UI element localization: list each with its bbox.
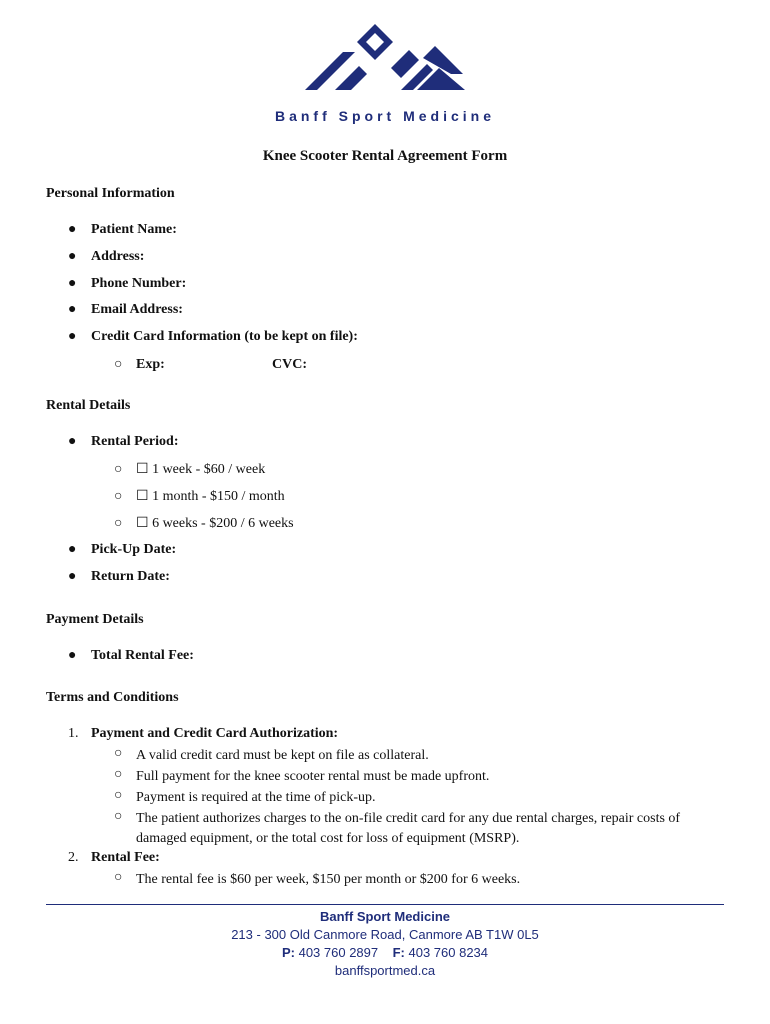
term-1-point: ○ Payment is required at the time of pick-up.: [114, 788, 376, 805]
logo-wordmark: Banff Sport Medicine: [274, 108, 495, 124]
personal-info-heading: Personal Information: [46, 186, 175, 201]
return-date-field: ● Return Date:: [68, 569, 170, 584]
payment-details-heading: Payment Details: [46, 612, 144, 627]
footer-name: Banff Sport Medicine: [319, 909, 450, 924]
rental-option-1-month: ○ ☐ 1 month - $150 / month: [114, 489, 285, 504]
checkbox-icon[interactable]: ☐: [136, 489, 149, 504]
patient-name-field: ● Patient Name:: [68, 222, 177, 237]
checkbox-icon[interactable]: ☐: [136, 462, 149, 477]
phone-number-field: ● Phone Number:: [68, 276, 187, 291]
rental-details-heading: Rental Details: [46, 398, 131, 413]
rental-option-1-week: ○ ☐ 1 week - $60 / week: [114, 462, 266, 477]
address-field: ● Address:: [68, 249, 145, 264]
terms-heading: Terms and Conditions: [46, 690, 179, 705]
card-cvc-field: CVC:: [272, 357, 307, 372]
footer-divider: [46, 904, 724, 905]
mountain-logo-icon: [305, 22, 465, 94]
term-1-point: ○ Full payment for the knee scooter rental must be made upfront.: [114, 767, 490, 784]
credit-card-field: ● Credit Card Information (to be kept on file):: [68, 329, 358, 344]
document-title: Knee Scooter Rental Agreement Form: [262, 148, 508, 164]
pickup-date-field: ● Pick-Up Date:: [68, 542, 177, 557]
email-address-field: ● Email Address:: [68, 302, 183, 317]
footer-address: 213 - 300 Old Canmore Road, Canmore AB T1W 0L5: [231, 927, 539, 942]
rental-period-field: ● Rental Period:: [68, 434, 179, 449]
footer-phone: 403 760 2897: [298, 945, 379, 960]
footer-fax: 403 760 8234: [408, 945, 489, 960]
term-2-point: ○ The rental fee is $60 per week, $150 per month or $200 for 6 weeks.: [114, 870, 521, 887]
card-exp-field: ○ Exp:: [114, 357, 165, 372]
term-1-title: 1. Payment and Credit Card Authorization:: [68, 726, 339, 741]
term-2-title: 2. Rental Fee:: [68, 850, 160, 865]
rental-option-6-weeks: ○ ☐ 6 weeks - $200 / 6 weeks: [114, 516, 294, 531]
total-rental-fee-field: ● Total Rental Fee:: [68, 648, 194, 663]
checkbox-icon[interactable]: ☐: [136, 516, 149, 531]
footer-contact: P: 403 760 2897 F: 403 760 8234: [281, 945, 489, 960]
footer-website[interactable]: banffsportmed.ca: [334, 963, 436, 978]
term-1-point: ○ The patient authorizes charges to the on-file credit card for any due rental charges, repair costs of damaged equipment, or the total cost for loss of equipment (MSRP).: [114, 809, 681, 846]
term-1-point: ○ A valid credit card must be kept on file as collateral.: [114, 746, 429, 763]
